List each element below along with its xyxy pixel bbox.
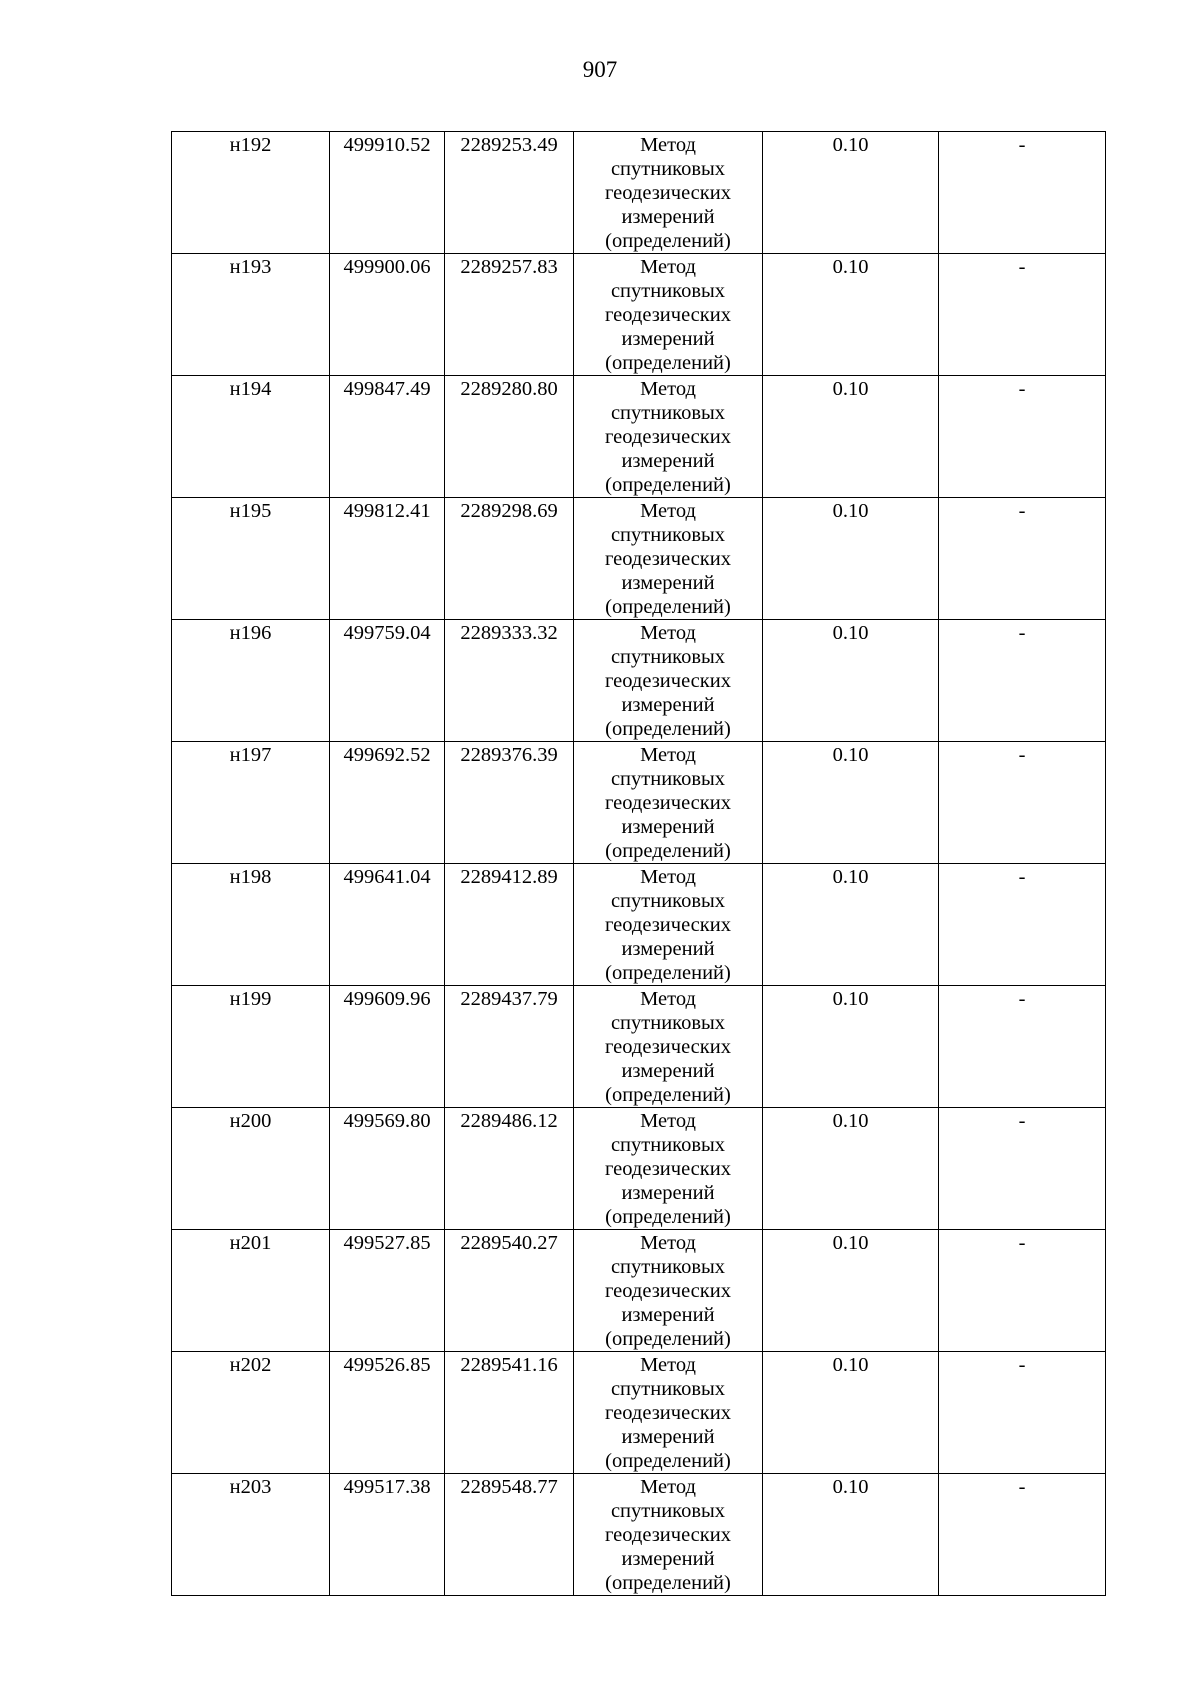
method-line: (определений) (605, 474, 731, 496)
method-line: геодезических (605, 182, 731, 204)
method-line: геодезических (605, 792, 731, 814)
note-cell: - (939, 864, 1106, 986)
note-cell: - (939, 986, 1106, 1108)
method-line: измерений (621, 328, 715, 350)
point-number-cell: н196 (172, 620, 330, 742)
note-cell: - (939, 132, 1106, 254)
table-row (172, 1474, 1106, 1596)
table-row (172, 1352, 1106, 1474)
method-line: геодезических (605, 548, 731, 570)
y-coordinate-cell: 2289253.49 (445, 132, 574, 254)
x-coordinate-cell: 499910.52 (330, 132, 445, 254)
accuracy-cell: 0.10 (763, 986, 939, 1108)
method-cell (574, 376, 763, 498)
method-line: (определений) (605, 230, 731, 252)
method-line: измерений (621, 206, 715, 228)
method-line: Метод (640, 378, 696, 400)
x-coordinate-cell: 499692.52 (330, 742, 445, 864)
method-line: (определений) (605, 352, 731, 374)
method-line: измерений (621, 1304, 715, 1326)
method-line: (определений) (605, 1206, 731, 1228)
accuracy-cell: 0.10 (763, 132, 939, 254)
table-row (172, 986, 1106, 1108)
method-line: (определений) (605, 1328, 731, 1350)
table-row (172, 742, 1106, 864)
x-coordinate-cell: 499759.04 (330, 620, 445, 742)
method-line: спутниковых (610, 280, 726, 302)
note-cell: - (939, 1230, 1106, 1352)
method-line: Метод (640, 622, 696, 644)
method-line: геодезических (605, 1158, 731, 1180)
y-coordinate-cell: 2289548.77 (445, 1474, 574, 1596)
accuracy-cell: 0.10 (763, 254, 939, 376)
x-coordinate-cell: 499641.04 (330, 864, 445, 986)
accuracy-cell: 0.10 (763, 1230, 939, 1352)
x-coordinate-cell: 499526.85 (330, 1352, 445, 1474)
method-cell (574, 1474, 763, 1596)
table-row (172, 1230, 1106, 1352)
method-cell (574, 1230, 763, 1352)
y-coordinate-cell: 2289486.12 (445, 1108, 574, 1230)
y-coordinate-cell: 2289280.80 (445, 376, 574, 498)
method-line: (определений) (605, 596, 731, 618)
method-line: Метод (640, 988, 696, 1010)
method-line: геодезических (605, 914, 731, 936)
method-line: измерений (621, 694, 715, 716)
method-line: Метод (640, 1232, 696, 1254)
accuracy-cell: 0.10 (763, 498, 939, 620)
method-line: измерений (621, 1182, 715, 1204)
point-number-cell: н193 (172, 254, 330, 376)
accuracy-cell: 0.10 (763, 1474, 939, 1596)
method-line: Метод (640, 744, 696, 766)
point-number-cell: н194 (172, 376, 330, 498)
method-line: измерений (621, 816, 715, 838)
method-line: геодезических (605, 304, 731, 326)
method-line: Метод (640, 1110, 696, 1132)
method-line: спутниковых (610, 1378, 726, 1400)
note-cell: - (939, 254, 1106, 376)
method-cell (574, 1352, 763, 1474)
method-line: Метод (640, 866, 696, 888)
method-line: (определений) (605, 840, 731, 862)
method-line: спутниковых (610, 768, 726, 790)
point-number-cell: н197 (172, 742, 330, 864)
method-line: спутниковых (610, 1256, 726, 1278)
point-number-cell: н200 (172, 1108, 330, 1230)
method-cell (574, 742, 763, 864)
note-cell: - (939, 1108, 1106, 1230)
x-coordinate-cell: 499517.38 (330, 1474, 445, 1596)
y-coordinate-cell: 2289540.27 (445, 1230, 574, 1352)
accuracy-cell: 0.10 (763, 1108, 939, 1230)
method-line: Метод (640, 1354, 696, 1376)
accuracy-cell: 0.10 (763, 376, 939, 498)
method-line: Метод (640, 500, 696, 522)
method-line: Метод (640, 1476, 696, 1498)
method-line: спутниковых (610, 1012, 726, 1034)
point-number-cell: н195 (172, 498, 330, 620)
y-coordinate-cell: 2289376.39 (445, 742, 574, 864)
x-coordinate-cell: 499609.96 (330, 986, 445, 1108)
point-number-cell: н202 (172, 1352, 330, 1474)
accuracy-cell: 0.10 (763, 864, 939, 986)
y-coordinate-cell: 2289257.83 (445, 254, 574, 376)
note-cell: - (939, 1352, 1106, 1474)
point-number-cell: н199 (172, 986, 330, 1108)
method-line: спутниковых (610, 646, 726, 668)
x-coordinate-cell: 499900.06 (330, 254, 445, 376)
method-cell (574, 986, 763, 1108)
method-line: (определений) (605, 962, 731, 984)
table-row (172, 254, 1106, 376)
method-line: (определений) (605, 1572, 731, 1594)
note-cell: - (939, 1474, 1106, 1596)
x-coordinate-cell: 499569.80 (330, 1108, 445, 1230)
method-line: геодезических (605, 670, 731, 692)
point-number-cell: н201 (172, 1230, 330, 1352)
method-line: измерений (621, 450, 715, 472)
note-cell: - (939, 498, 1106, 620)
method-line: (определений) (605, 718, 731, 740)
method-line: Метод (640, 256, 696, 278)
coordinates-table (171, 131, 1106, 1596)
method-line: спутниковых (610, 158, 726, 180)
method-line: измерений (621, 1426, 715, 1448)
point-number-cell: н192 (172, 132, 330, 254)
table-body (172, 132, 1106, 1596)
accuracy-cell: 0.10 (763, 620, 939, 742)
method-cell (574, 620, 763, 742)
note-cell: - (939, 742, 1106, 864)
method-line: (определений) (605, 1450, 731, 1472)
point-number-cell: н203 (172, 1474, 330, 1596)
method-cell (574, 1108, 763, 1230)
table-row (172, 1108, 1106, 1230)
method-line: геодезических (605, 1280, 731, 1302)
accuracy-cell: 0.10 (763, 742, 939, 864)
method-line: спутниковых (610, 524, 726, 546)
method-line: спутниковых (610, 890, 726, 912)
method-line: геодезических (605, 1036, 731, 1058)
method-line: спутниковых (610, 402, 726, 424)
method-line: спутниковых (610, 1500, 726, 1522)
x-coordinate-cell: 499527.85 (330, 1230, 445, 1352)
method-cell (574, 864, 763, 986)
method-line: Метод (640, 134, 696, 156)
note-cell: - (939, 620, 1106, 742)
table-row (172, 620, 1106, 742)
point-number-cell: н198 (172, 864, 330, 986)
page-number: 907 (582, 57, 618, 82)
y-coordinate-cell: 2289298.69 (445, 498, 574, 620)
method-line: (определений) (605, 1084, 731, 1106)
method-line: спутниковых (610, 1134, 726, 1156)
table-row (172, 864, 1106, 986)
method-cell (574, 254, 763, 376)
method-line: измерений (621, 1060, 715, 1082)
table-row (172, 498, 1106, 620)
table-row (172, 376, 1106, 498)
method-cell (574, 498, 763, 620)
method-line: измерений (621, 572, 715, 594)
x-coordinate-cell: 499812.41 (330, 498, 445, 620)
table-row (172, 132, 1106, 254)
x-coordinate-cell: 499847.49 (330, 376, 445, 498)
y-coordinate-cell: 2289541.16 (445, 1352, 574, 1474)
method-cell (574, 132, 763, 254)
method-line: измерений (621, 938, 715, 960)
y-coordinate-cell: 2289437.79 (445, 986, 574, 1108)
method-line: геодезических (605, 1524, 731, 1546)
method-line: измерений (621, 1548, 715, 1570)
y-coordinate-cell: 2289412.89 (445, 864, 574, 986)
y-coordinate-cell: 2289333.32 (445, 620, 574, 742)
accuracy-cell: 0.10 (763, 1352, 939, 1474)
method-line: геодезических (605, 1402, 731, 1424)
note-cell: - (939, 376, 1106, 498)
method-line: геодезических (605, 426, 731, 448)
